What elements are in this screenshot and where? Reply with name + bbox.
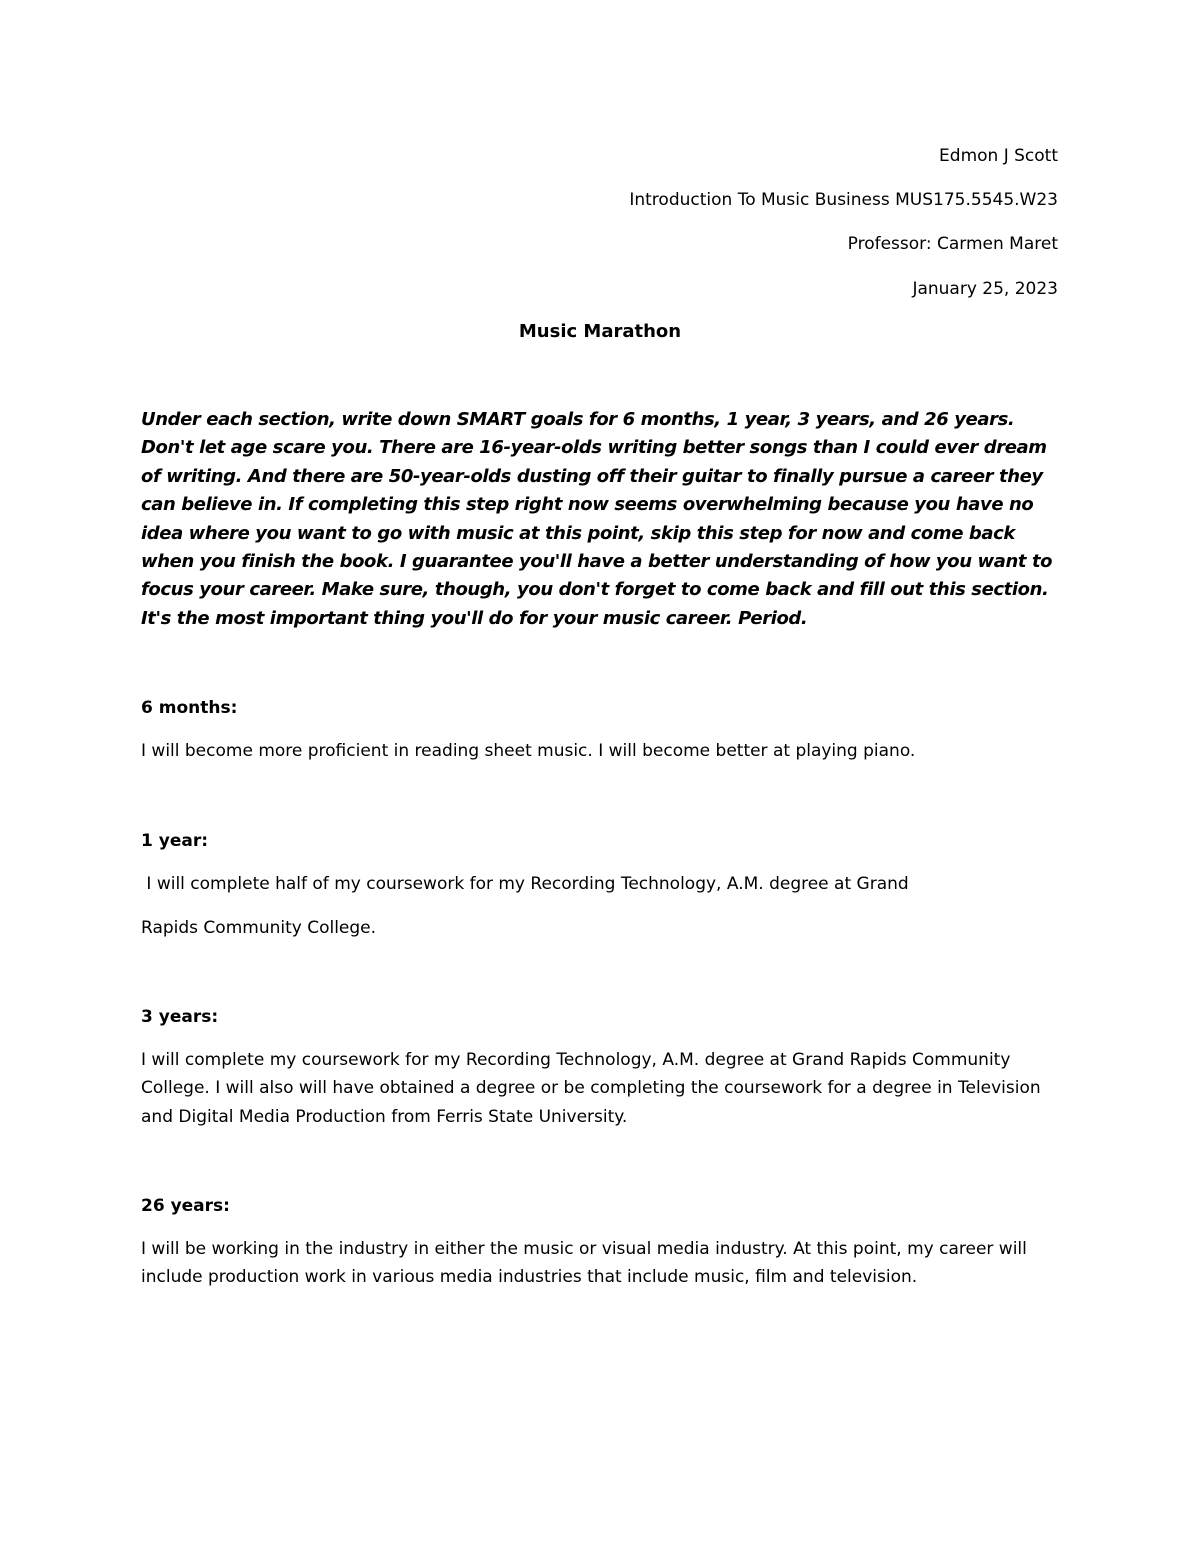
section-heading-1-year: 1 year:	[141, 831, 209, 851]
intro-paragraph: Under each section, write down SMART goals for 6 months, 1 year, 3 years, and 26 years. Don't let age scare you. There are 16-year-olds writing better songs than I could ever dream of writing. And there are 50-year-olds dusting off their guitar to finally pursue a career they can believe in. If completing this step right now seems overwhelming because you have no idea where you want to go with music at this point, skip this step for now and come back when you finish the book. I guarantee you'll have a better understanding of how you want to focus your career. Make sure, though, you don't forget to come back and fill out this section. It's the most important thing you'll do for your music career. Period.	[141, 409, 1053, 629]
section-heading-26-years: 26 years:	[141, 1196, 230, 1216]
document-title: Music Marathon	[518, 321, 682, 342]
section-heading-3-years: 3 years:	[141, 1007, 219, 1027]
section-body-1-year-line-1: I will complete half of my coursework for my Recording Technology, A.M. degree at Grand	[141, 874, 909, 894]
professor-name: Professor: Carmen Maret	[847, 234, 1058, 254]
author-name: Edmon J Scott	[939, 146, 1058, 166]
section-body-3-years: I will complete my coursework for my Recording Technology, A.M. degree at Grand Rapids Community College. I will also will have obtained a degree or be completing the coursework for a degree in Television and Digital Media Production from Ferris State University.	[141, 1050, 1041, 1127]
document-date: January 25, 2023	[912, 279, 1058, 299]
course-name: Introduction To Music Business MUS175.5545.W23	[629, 190, 1058, 210]
section-body-26-years: I will be working in the industry in either the music or visual media industry. At this point, my career will include production work in various media industries that include music, film and television.	[141, 1239, 1027, 1288]
section-heading-6-months: 6 months:	[141, 698, 238, 718]
section-body-6-months: I will become more proficient in reading sheet music. I will become better at playing piano.	[141, 741, 916, 761]
section-body-1-year-line-2: Rapids Community College.	[141, 918, 377, 938]
